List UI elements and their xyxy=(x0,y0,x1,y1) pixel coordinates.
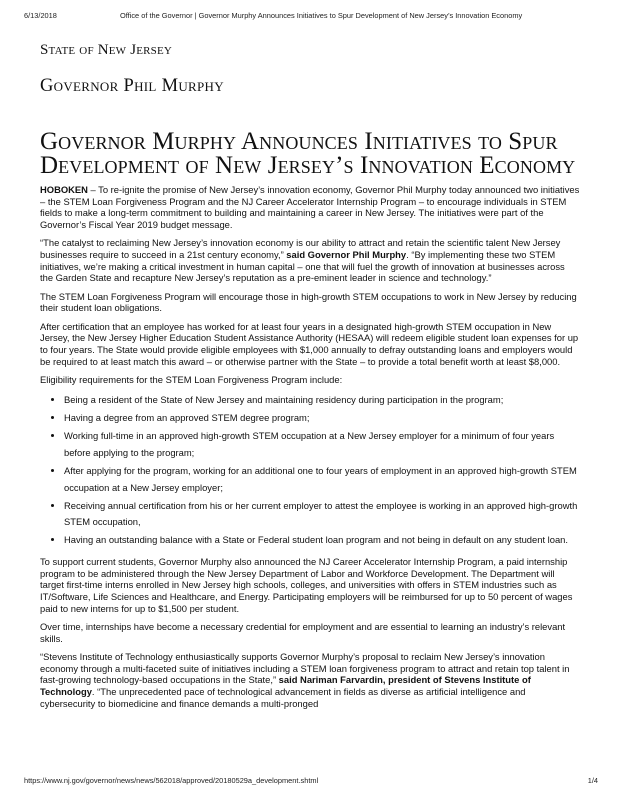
paragraph-quote-stevens: “Stevens Institute of Technology enthusiastically supports Governor Murphy’s proposal to reclaim New Jersey’s innovation economy through a multi-faceted suite of initiatives including a STEM loan forgiveness program to attract and retain top talent in fast-growing technology-based occupations in the State,” said Nariman Farvardin, president of Stevens Institute of Technology. “The unprecedented pace of technological advancement in fields as diverse as artificial intelligence and cybersecurity to biomedicine and finance demands a multi-pronged xyxy=(40,650,570,709)
paragraph-certification: After certification that an employee has worked for at least four years in a designated high-growth STEM occupation in New Jersey, the New Jersey Higher Education Student Assistance Authority (HESAA) will redeem eligible student loan expenses for up to four years. The State would provide eligible employees with $1,000 annually to defray outstanding loans and employers would be required to at least match this award – or otherwise partner with the State – to provide a total benefit worth at least $8,000. xyxy=(40,320,579,367)
paragraph-intro: HOBOKEN – To re-ignite the promise of New Jersey’s innovation economy, Governor Phil Murphy today announced two initiatives – the STEM Loan Forgiveness Program and the NJ Career Accelerator Internship Program – to encourage individuals in STEM fields to make a long-term commitment to building and maintaining a career in New Jersey. The initiatives were part of the Governor’s Fiscal Year 2019 budget message. xyxy=(40,184,580,231)
governor-link[interactable]: Governor Phil Murphy xyxy=(40,76,224,96)
state-link[interactable]: State of New Jersey xyxy=(40,42,173,58)
headline-line-2: Development of New Jersey’s Innovation Economy xyxy=(40,152,576,179)
paragraph-quote-governor: “The catalyst to reclaiming New Jersey’s innovation economy is our ability to attract and retain the scientific talent New Jersey businesses require to succeed in a 21st century economy,” said Governor Phil Murphy. “By implementing these two STEM initiatives, we’re making a critical investment in human capital – one that will fuel the growth of innovation at businesses across the Garden State and recapture New Jersey’s reputation as a pre-eminent leader in science and technology.” xyxy=(40,237,565,284)
eligibility-list xyxy=(40,392,580,549)
article-body xyxy=(40,184,580,716)
dateline: HOBOKEN xyxy=(40,184,88,195)
paragraph-eligibility-intro: Eligibility requirements for the STEM Loan Forgiveness Program include: xyxy=(40,373,343,385)
quote-attribution: said Nariman Farvardin, president of Stevens Institute of Technology xyxy=(40,674,531,697)
page-number: 1/4 xyxy=(587,776,598,785)
paragraph-loan-program: The STEM Loan Forgiveness Program will encourage those in high-growth STEM occupations to work in New Jersey by reducing their student loan obligations. xyxy=(40,290,577,314)
list-item: • Being a resident of the State of New Jersey and maintaining residency during participation in the program; xyxy=(64,392,580,409)
quote-attribution: said Governor Phil Murphy xyxy=(283,249,407,261)
list-item: • Having an outstanding balance with a State or Federal student loan program and not being in default on any student loan. xyxy=(64,532,580,549)
paragraph-internship: To support current students, Governor Murphy also announced the NJ Career Accelerator Internship Program, a paid internship program to be administered through the New Jersey Department of Labor and Workforce Development. The Department will target first-time interns enrolled in New Jersey high schools, colleges, and universities with offers in STEM industries such as IT/Software, Life Sciences and Healthcare, and Energy. Participating employers will be reimbursed for up to 50 percent of wages paid to new interns for up to $1,500 per student. xyxy=(40,555,573,614)
paragraph-credential: Over time, internships have become a necessary credential for employment and are essential to learning an industry’s relevant skills. xyxy=(40,620,566,644)
list-item: • Having a degree from an approved STEM degree program; xyxy=(64,410,580,427)
list-item: • Working full-time in an approved high-growth STEM occupation at a New Jersey employer for a minimum of four years before applying to the program; xyxy=(64,428,580,461)
print-page-title: Office of the Governor | Governor Murphy Announces Initiatives to Spur Development of New Jersey’s Innovation Economy xyxy=(120,11,523,20)
headline-line-1: Governor Murphy Announces Initiatives to Spur xyxy=(40,128,558,155)
list-item: • Receiving annual certification from his or her current employer to attest the employee is working in an approved high-growth STEM occupation, xyxy=(64,498,580,531)
print-date: 6/13/2018 xyxy=(24,11,57,20)
list-item: • After applying for the program, working for an additional one to four years of employment in an approved high-growth STEM occupation at a New Jersey employer; xyxy=(64,463,580,496)
print-url: https://www.nj.gov/governor/news/news/562018/approved/20180529a_development.shtml xyxy=(24,776,319,785)
page-title xyxy=(40,130,600,178)
